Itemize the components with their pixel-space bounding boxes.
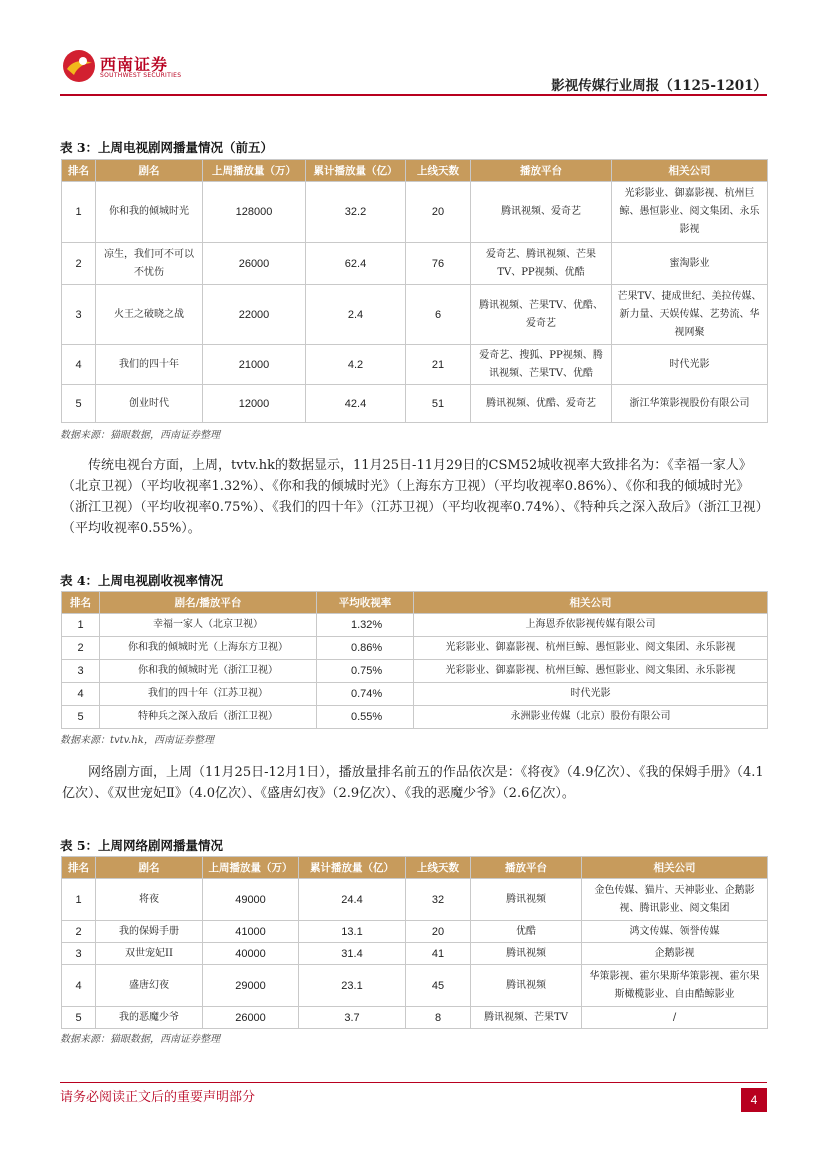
cell-company: 光彩影业、御嘉影视、杭州巨鲸、愚恒影业、阅文集团、永乐影视	[414, 660, 768, 683]
table-row	[62, 1007, 768, 1029]
cell-platform: 腾讯视频、爱奇艺	[471, 182, 612, 243]
cell-title: 你和我的倾城时光（浙江卫视）	[100, 660, 317, 683]
cell-rank: 4	[62, 683, 100, 706]
cell-rank: 3	[62, 285, 96, 345]
cell-title: 双世宠妃II	[96, 943, 203, 965]
cell-platform: 优酷	[471, 921, 582, 943]
cell-rank: 1	[62, 182, 96, 243]
cell-weekly: 29000	[203, 965, 299, 1007]
table-row	[62, 683, 768, 706]
table-row	[62, 706, 768, 729]
col-company: 相关公司	[414, 592, 768, 614]
col-avg-rating: 平均收视率	[317, 592, 414, 614]
cell-rank: 2	[62, 243, 96, 285]
cell-days: 41	[406, 943, 471, 965]
cell-rank: 1	[62, 879, 96, 921]
cell-rank: 5	[62, 385, 96, 423]
col-days: 上线天数	[406, 857, 471, 879]
cell-total: 42.4	[306, 385, 406, 423]
cell-total: 62.4	[306, 243, 406, 285]
col-weekly-views: 上周播放量（万）	[203, 857, 299, 879]
col-platform: 播放平台	[471, 857, 582, 879]
cell-company: 时代光影	[414, 683, 768, 706]
col-company: 相关公司	[582, 857, 768, 879]
brand-name-cn: 西南证券	[100, 55, 169, 74]
disclaimer-note: 请务必阅读正文后的重要声明部分	[60, 1090, 256, 1105]
table-row	[62, 660, 768, 683]
cell-company: 鸿文传媒、领誉传媒	[582, 921, 768, 943]
paragraph-text: 网络剧方面，上周（11月25日-12月1日），播放量排名前五的作品依次是：《将夜》（4.9亿次）、《我的保姆手册》（4.1亿次）、《双世宠妃Ⅱ》（4.0亿次）、《盛唐幻夜》（2.9亿次）、《我的恶魔少爷》（2.6亿次）。	[62, 765, 764, 801]
col-days: 上线天数	[406, 160, 471, 182]
footer-divider	[60, 1082, 767, 1083]
cell-rating: 0.75%	[317, 660, 414, 683]
cell-weekly: 26000	[203, 1007, 299, 1029]
cell-company: 企鹅影视	[582, 943, 768, 965]
table-row	[62, 243, 768, 285]
table4-caption: 表 4：上周电视剧收视率情况	[60, 573, 224, 588]
cell-title: 我的保姆手册	[96, 921, 203, 943]
cell-days: 45	[406, 965, 471, 1007]
table-row	[62, 345, 768, 385]
cell-company: 时代光影	[612, 345, 768, 385]
cell-rating: 1.32%	[317, 614, 414, 637]
cell-company: 蜜淘影业	[612, 243, 768, 285]
paragraph-tv-ratings	[62, 455, 767, 539]
col-title-platform: 剧名/播放平台	[100, 592, 317, 614]
table4	[61, 591, 768, 729]
table-row	[62, 879, 768, 921]
table-row	[62, 965, 768, 1007]
cell-rank: 4	[62, 345, 96, 385]
cell-days: 51	[406, 385, 471, 423]
table-row	[62, 943, 768, 965]
cell-total: 31.4	[299, 943, 406, 965]
col-total-views: 累计播放量（亿）	[306, 160, 406, 182]
cell-platform: 腾讯视频	[471, 879, 582, 921]
table-header-row	[62, 592, 768, 614]
cell-days: 20	[406, 921, 471, 943]
cell-rank: 3	[62, 660, 100, 683]
cell-total: 4.2	[306, 345, 406, 385]
cell-title: 我们的四十年	[96, 345, 203, 385]
paragraph-text: 传统电视台方面，上周，tvtv.hk的数据显示，11月25日-11月29日的CSM52城收视率大致排名为：《幸福一家人》（北京卫视）（平均收视率1.32%）、《你和我的倾城时光》（上海东方卫视）（平均收视率0.86%）、《你和我的倾城时光》（浙江卫视）（平均收视率0.75%）、《我们的四十年》（江苏卫视）（平均收视率0.74%）、《特种兵之深入敌后》（浙江卫视）（平均收视率0.55%）。	[62, 458, 763, 536]
cell-weekly: 26000	[203, 243, 306, 285]
table5-source: 数据来源：猫眼数据，西南证券整理	[60, 1034, 220, 1045]
col-platform: 播放平台	[471, 160, 612, 182]
cell-title: 特种兵之深入敌后（浙江卫视）	[100, 706, 317, 729]
col-weekly-views: 上周播放量（万）	[203, 160, 306, 182]
cell-platform: 腾讯视频	[471, 943, 582, 965]
cell-platform: 腾讯视频、优酷、爱奇艺	[471, 385, 612, 423]
cell-weekly: 12000	[203, 385, 306, 423]
swsc-emblem-icon	[62, 49, 96, 83]
paragraph-web-series	[62, 762, 767, 804]
cell-rank: 2	[62, 637, 100, 660]
cell-days: 6	[406, 285, 471, 345]
cell-company: 上海恩乔依影视传媒有限公司	[414, 614, 768, 637]
cell-weekly: 128000	[203, 182, 306, 243]
cell-company: /	[582, 1007, 768, 1029]
cell-company: 光彩影业、御嘉影视、杭州巨鲸、愚恒影业、阅文集团、永乐影视	[612, 182, 768, 243]
cell-rank: 1	[62, 614, 100, 637]
cell-title: 你和我的倾城时光	[96, 182, 203, 243]
cell-title: 盛唐幻夜	[96, 965, 203, 1007]
cell-days: 32	[406, 879, 471, 921]
cell-company: 金色传媒、猫片、天神影业、企鹅影视、腾讯影业、阅文集团	[582, 879, 768, 921]
cell-rank: 4	[62, 965, 96, 1007]
table3-caption: 表 3：上周电视剧网播量情况（前五）	[60, 140, 274, 155]
table3	[61, 159, 768, 423]
cell-company: 芒果TV、捷成世纪、美拉传媒、新力量、天娱传媒、艺势流、华视网聚	[612, 285, 768, 345]
cell-days: 21	[406, 345, 471, 385]
cell-total: 24.4	[299, 879, 406, 921]
table-row	[62, 637, 768, 660]
cell-title: 幸福一家人（北京卫视）	[100, 614, 317, 637]
cell-company: 华策影视、霍尔果斯华策影视、霍尔果斯橄榄影业、自由酷鲸影业	[582, 965, 768, 1007]
cell-platform: 腾讯视频、芒果TV	[471, 1007, 582, 1029]
col-rank: 排名	[62, 857, 96, 879]
cell-total: 23.1	[299, 965, 406, 1007]
cell-platform: 腾讯视频、芒果TV、优酷、爱奇艺	[471, 285, 612, 345]
cell-days: 8	[406, 1007, 471, 1029]
col-title: 剧名	[96, 857, 203, 879]
cell-weekly: 22000	[203, 285, 306, 345]
cell-rank: 5	[62, 706, 100, 729]
table-row	[62, 385, 768, 423]
table5-caption: 表 5：上周网络剧网播量情况	[60, 838, 224, 853]
cell-weekly: 49000	[203, 879, 299, 921]
cell-title: 创业时代	[96, 385, 203, 423]
cell-title: 我的恶魔少爷	[96, 1007, 203, 1029]
cell-days: 76	[406, 243, 471, 285]
table-row	[62, 285, 768, 345]
cell-total: 13.1	[299, 921, 406, 943]
page-number: 4	[741, 1088, 767, 1112]
cell-rank: 3	[62, 943, 96, 965]
cell-title: 你和我的倾城时光（上海东方卫视）	[100, 637, 317, 660]
report-title: 影视传媒行业周报（1125-1201）	[551, 78, 767, 94]
cell-company: 光彩影业、御嘉影视、杭州巨鲸、愚恒影业、阅文集团、永乐影视	[414, 637, 768, 660]
cell-title: 将夜	[96, 879, 203, 921]
brand-name-en: SOUTHWEST SECURITIES	[100, 72, 182, 79]
cell-rating: 0.86%	[317, 637, 414, 660]
cell-total: 2.4	[306, 285, 406, 345]
company-logo	[62, 49, 282, 89]
table-row	[62, 921, 768, 943]
table-header-row	[62, 857, 768, 879]
col-company: 相关公司	[612, 160, 768, 182]
cell-days: 20	[406, 182, 471, 243]
cell-title: 我们的四十年（江苏卫视）	[100, 683, 317, 706]
col-title: 剧名	[96, 160, 203, 182]
cell-rating: 0.55%	[317, 706, 414, 729]
cell-total: 32.2	[306, 182, 406, 243]
col-rank: 排名	[62, 592, 100, 614]
cell-company: 浙江华策影视股份有限公司	[612, 385, 768, 423]
col-total-views: 累计播放量（亿）	[299, 857, 406, 879]
col-rank: 排名	[62, 160, 96, 182]
cell-rating: 0.74%	[317, 683, 414, 706]
header-divider	[60, 94, 767, 96]
cell-platform: 爱奇艺、腾讯视频、芒果TV、PP视频、优酷	[471, 243, 612, 285]
cell-weekly: 40000	[203, 943, 299, 965]
cell-company: 永洲影业传媒（北京）股份有限公司	[414, 706, 768, 729]
table5	[61, 856, 768, 1029]
cell-platform: 腾讯视频	[471, 965, 582, 1007]
cell-title: 火王之破晓之战	[96, 285, 203, 345]
table4-source: 数据来源：tvtv.hk，西南证券整理	[60, 735, 214, 746]
cell-weekly: 21000	[203, 345, 306, 385]
cell-title: 凉生，我们可不可以不忧伤	[96, 243, 203, 285]
table3-source: 数据来源：猫眼数据，西南证券整理	[60, 430, 220, 441]
cell-platform: 爱奇艺、搜狐、PP视频、腾讯视频、芒果TV、优酷	[471, 345, 612, 385]
cell-weekly: 41000	[203, 921, 299, 943]
table-row	[62, 614, 768, 637]
cell-rank: 5	[62, 1007, 96, 1029]
cell-total: 3.7	[299, 1007, 406, 1029]
table-row	[62, 182, 768, 243]
cell-rank: 2	[62, 921, 96, 943]
table-header-row	[62, 160, 768, 182]
